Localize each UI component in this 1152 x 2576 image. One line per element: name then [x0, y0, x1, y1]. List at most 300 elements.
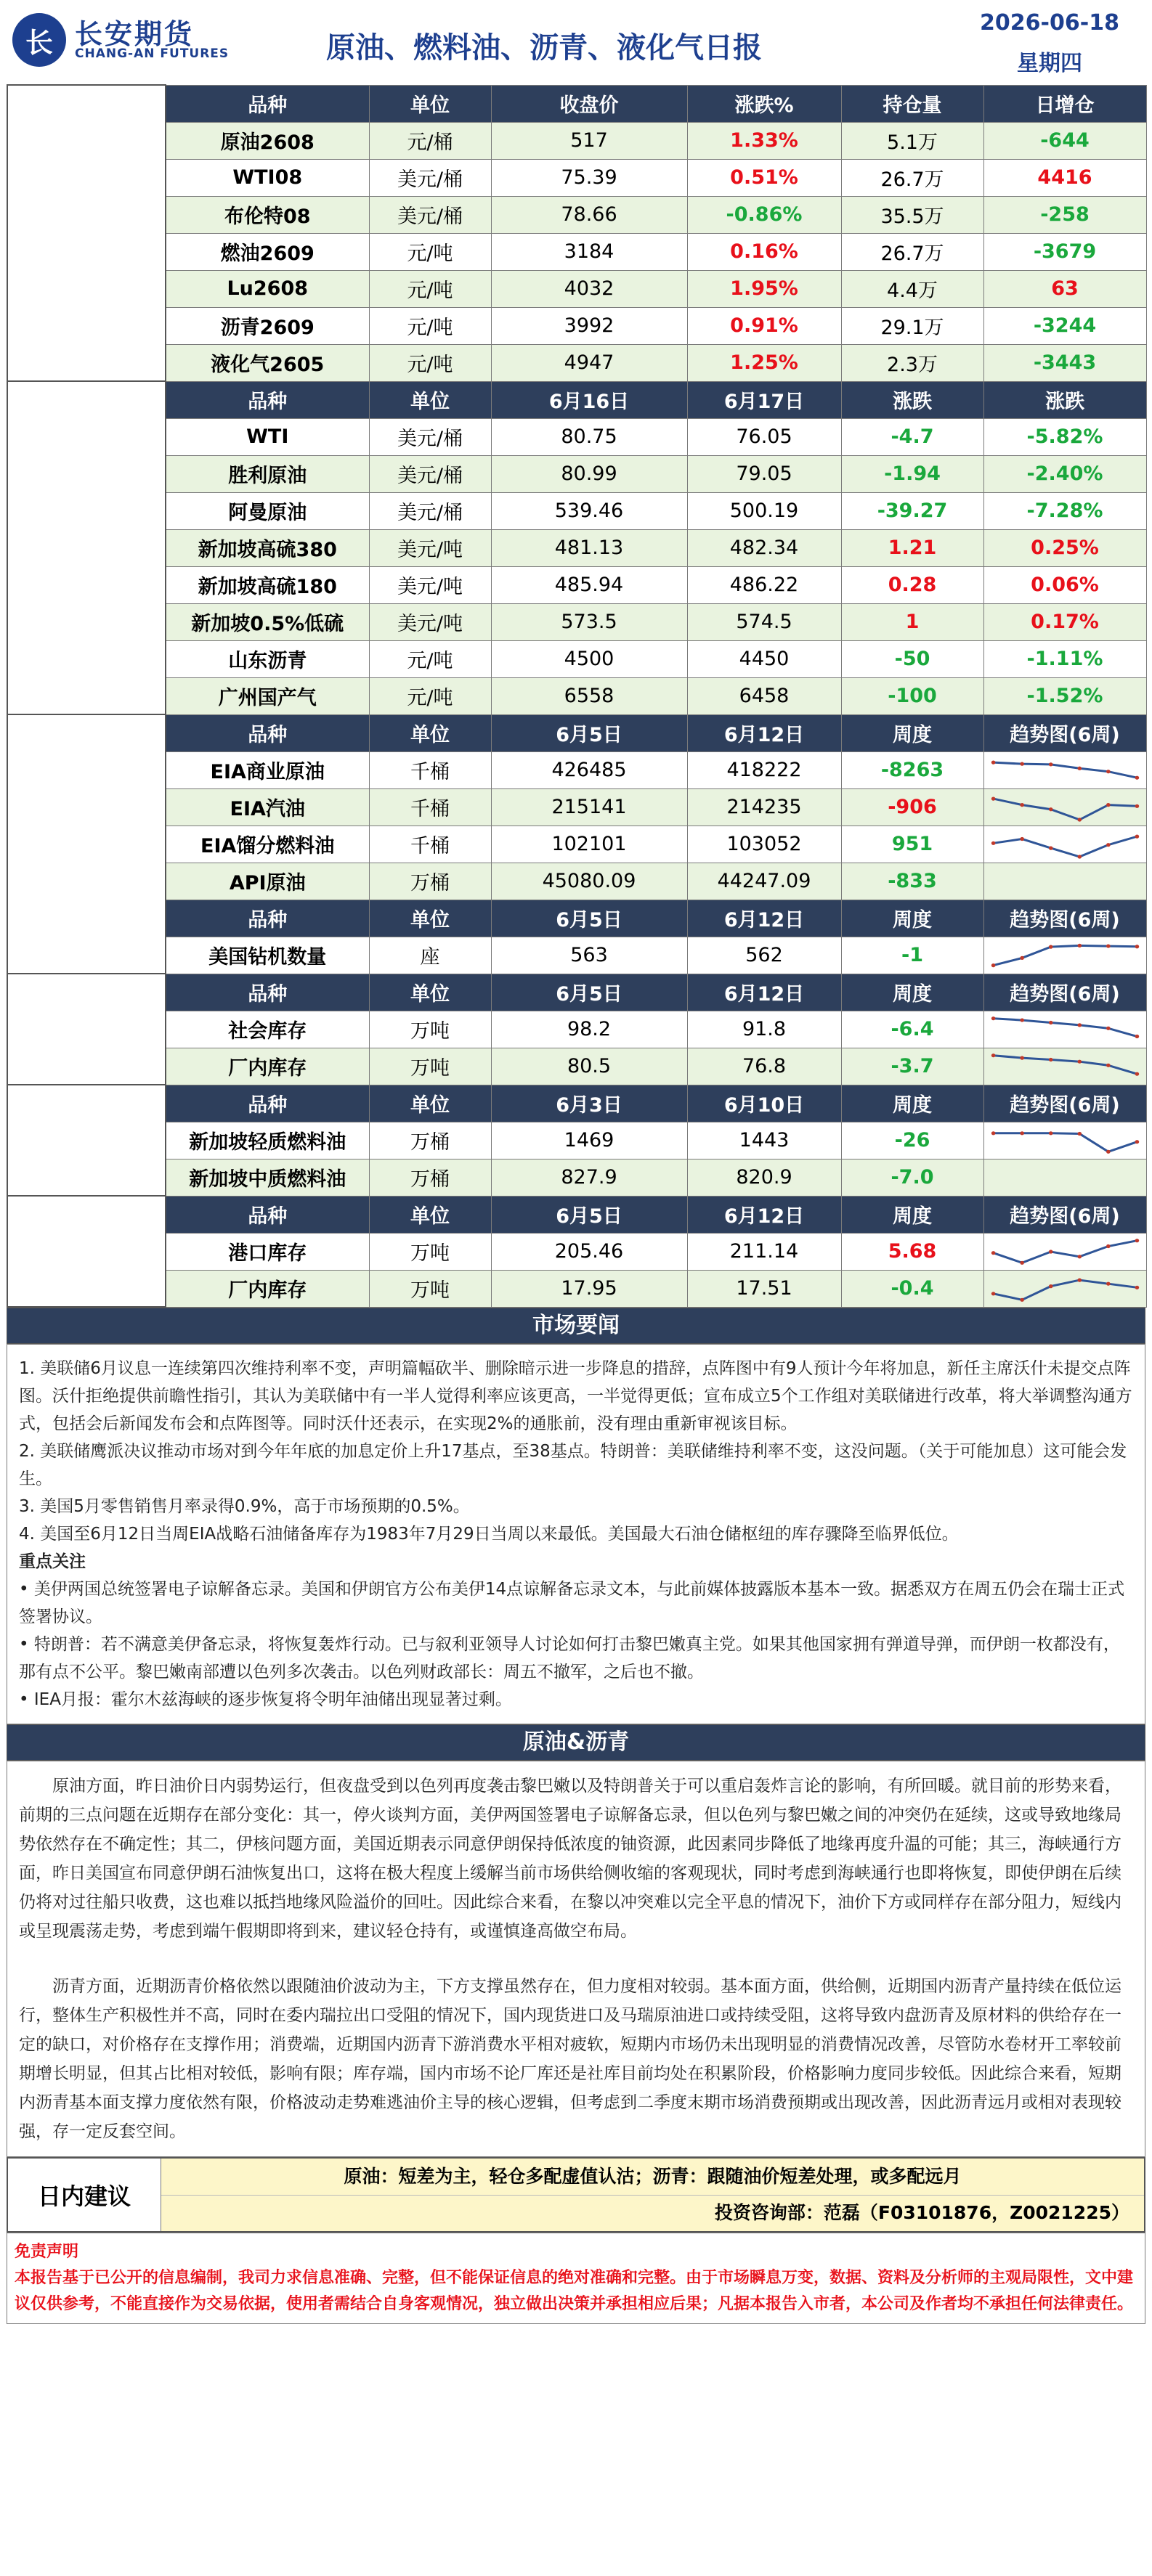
trend-chart-cell — [983, 1122, 1146, 1159]
trend-point — [1077, 855, 1082, 858]
unit: 美元/吨 — [369, 603, 491, 640]
news-item: 1. 美联储6月议息一连续第四次维持利率不变，声明篇幅砍半、删除暗示进一步降息的措辞，点阵图中有9人预计今年将加息，新任主席沃什未提交点阵图。沃什拒绝提供前瞻性指引，其认为美联储中有一半人觉得利率应该更高，一半觉得更低；宣布成立5个工作组对美联储进行改革，将大举调整沟通方式，包括会后新闻发布会和点阵图等。同时沃什还表示，在实现2%的通胀前，没有理由重新审视该目标。 — [19, 1359, 1132, 1433]
price-change-percent: 0.25% — [983, 529, 1146, 566]
price-change: -4.7 — [841, 418, 983, 455]
trend-sparkline — [987, 1273, 1143, 1304]
trend-point — [1106, 770, 1111, 773]
report-title: 原油、燃料油、沥青、液化气日报 — [326, 31, 762, 65]
price-change: -1.94 — [841, 455, 983, 492]
column-header: 单位 — [369, 1085, 491, 1122]
product-name: 广州国产气 — [166, 677, 369, 714]
trend-line — [993, 799, 1137, 820]
trend-point — [1048, 1131, 1052, 1135]
logo-chinese-name: 长安期货 — [75, 18, 195, 50]
weekly-change: -3.7 — [841, 1048, 983, 1085]
trend-chart-cell — [983, 1159, 1146, 1196]
close-price: 517 — [491, 122, 687, 159]
trend-chart-cell — [983, 1048, 1146, 1085]
item-name: 厂内库存 — [166, 1048, 369, 1085]
table-row — [7, 196, 1146, 233]
trend-point — [1135, 834, 1139, 838]
trend-sparkline — [987, 755, 1143, 786]
column-header: 单位 — [369, 1196, 491, 1233]
open-interest: 2.3万 — [841, 344, 983, 381]
change-percent: 0.51% — [687, 159, 841, 196]
value-latest: 562 — [687, 937, 841, 974]
column-header: 涨跌 — [841, 381, 983, 418]
price-change-percent: -2.40% — [983, 455, 1146, 492]
change-percent: 0.16% — [687, 233, 841, 270]
oi-change: -3244 — [983, 307, 1146, 344]
unit: 元/吨 — [369, 640, 491, 677]
trend-line — [993, 762, 1137, 778]
price-day1: 481.13 — [491, 529, 687, 566]
column-header: 品种 — [166, 1085, 369, 1122]
table-row — [7, 1048, 1146, 1085]
trend-line — [993, 945, 1137, 965]
price-day2: 76.05 — [687, 418, 841, 455]
column-header: 品种 — [166, 85, 369, 122]
value-latest: 17.51 — [687, 1270, 841, 1307]
focus-title: 重点关注 — [19, 1552, 86, 1571]
unit: 美元/吨 — [369, 529, 491, 566]
unit: 美元/桶 — [369, 455, 491, 492]
trend-point — [1135, 775, 1139, 779]
advice-body — [161, 2159, 1144, 2231]
trend-point — [1077, 943, 1082, 947]
table-header-row — [7, 381, 1146, 418]
column-header: 单位 — [369, 381, 491, 418]
oi-change: -258 — [983, 196, 1146, 233]
column-header: 6月16日 — [491, 381, 687, 418]
item-name: 社会库存 — [166, 1011, 369, 1048]
trend-point — [1135, 1239, 1139, 1242]
unit: 美元/桶 — [369, 159, 491, 196]
trend-sparkline — [987, 1014, 1143, 1045]
analysis-box — [7, 1761, 1145, 2157]
product-name: 阿曼原油 — [166, 492, 369, 529]
trend-sparkline — [987, 1051, 1143, 1082]
focus-item: • 特朗普：若不满意美伊备忘录，将恢复轰炸行动。已与叙利亚领导人讨论如何打击黎巴嫩真主党。如果其他国家拥有弹道导弹，而伊朗一枚都没有，那有点不公平。黎巴嫩南部遭以色列多次袭击。以色列财政部长：周五不撤军，之后也不撤。 — [19, 1635, 1120, 1682]
table-row — [7, 307, 1146, 344]
value-latest: 1443 — [687, 1122, 841, 1159]
disclaimer-text: 本报告基于已公开的信息编制，我司力求信息准确、完整，但不能保证信息的绝对准确和完整。由于市场瞬息万变，数据、资料及分析师的主观局限性，文中建议仅供参考，不能直接作为交易依据，使用者需结合自身客观情况，独立做出决策并承担相应后果；凡据本报告入市者，本公司及作者均不承担任何法律责任。 — [15, 2269, 1134, 2313]
value-prev: 563 — [491, 937, 687, 974]
table-row — [7, 603, 1146, 640]
table-row — [7, 751, 1146, 788]
intraday-advice — [7, 2157, 1145, 2233]
column-header: 6月12日 — [687, 974, 841, 1011]
value-latest: 91.8 — [687, 1011, 841, 1048]
price-day1: 485.94 — [491, 566, 687, 603]
table-row — [7, 270, 1146, 307]
disclaimer — [7, 2233, 1145, 2324]
trend-sparkline — [987, 940, 1143, 971]
trend-point — [1077, 818, 1082, 821]
table-header-row — [7, 85, 1146, 122]
trend-point — [1048, 1250, 1052, 1253]
trend-point — [1135, 804, 1139, 807]
trend-line — [993, 836, 1137, 857]
weekly-change: 951 — [841, 826, 983, 863]
price-day2: 482.34 — [687, 529, 841, 566]
table-row — [7, 1122, 1146, 1159]
table-row — [7, 677, 1146, 714]
table-header-row — [7, 974, 1146, 1011]
table-row — [7, 455, 1146, 492]
table-row — [7, 418, 1146, 455]
company-logo — [12, 9, 230, 73]
trend-point — [1077, 1278, 1082, 1281]
contract-name: 燃油2609 — [166, 233, 369, 270]
trend-point — [1048, 1284, 1052, 1288]
price-day2: 486.22 — [687, 566, 841, 603]
analysis-section-title: 原油&沥青 — [7, 1724, 1145, 1761]
trend-sparkline — [987, 1125, 1143, 1156]
unit: 万桶 — [369, 863, 491, 900]
trend-point — [1020, 1297, 1024, 1301]
weekly-change: -8263 — [841, 751, 983, 788]
report-header — [7, 0, 1145, 84]
value-prev: 102101 — [491, 826, 687, 863]
unit: 千桶 — [369, 751, 491, 788]
price-change-percent: -7.28% — [983, 492, 1146, 529]
focus-item: • 美伊两国总统签署电子谅解备忘录。美国和伊朗官方公布美伊14点谅解备忘录文本，与此前媒体披露版本基本一致。据悉双方在周五仍会在瑞士正式签署协议。 — [19, 1580, 1125, 1626]
disclaimer-title: 免责声明 — [15, 2243, 79, 2261]
column-header: 6月5日 — [491, 974, 687, 1011]
trend-point — [1020, 1260, 1024, 1264]
value-latest: 418222 — [687, 751, 841, 788]
value-latest: 211.14 — [687, 1233, 841, 1270]
column-header: 日增仓 — [983, 85, 1146, 122]
open-interest: 35.5万 — [841, 196, 983, 233]
table-row — [7, 529, 1146, 566]
table-row — [7, 640, 1146, 677]
column-header: 品种 — [166, 1196, 369, 1233]
value-prev: 215141 — [491, 788, 687, 826]
product-name: 胜利原油 — [166, 455, 369, 492]
table-row — [7, 1233, 1146, 1270]
trend-point — [1135, 945, 1139, 948]
item-name: 美国钻机数量 — [166, 937, 369, 974]
value-latest: 76.8 — [687, 1048, 841, 1085]
trend-point — [1020, 803, 1024, 807]
trend-chart-cell — [983, 1233, 1146, 1270]
price-change: 1.21 — [841, 529, 983, 566]
table-row — [7, 826, 1146, 863]
news-section-title: 市场要闻 — [7, 1308, 1145, 1344]
contract-name: 布伦特08 — [166, 196, 369, 233]
table-row — [7, 344, 1146, 381]
item-name: EIA汽油 — [166, 788, 369, 826]
unit: 元/桶 — [369, 122, 491, 159]
table-header-row — [7, 714, 1146, 751]
price-day1: 573.5 — [491, 603, 687, 640]
table-row — [7, 788, 1146, 826]
price-change-percent: -1.11% — [983, 640, 1146, 677]
product-name: 新加坡高硫180 — [166, 566, 369, 603]
value-prev: 827.9 — [491, 1159, 687, 1196]
value-latest: 214235 — [687, 788, 841, 826]
trend-chart-cell — [983, 1270, 1146, 1307]
open-interest: 29.1万 — [841, 307, 983, 344]
value-latest: 820.9 — [687, 1159, 841, 1196]
unit: 万吨 — [369, 1233, 491, 1270]
trend-point — [991, 796, 995, 800]
advice-text: 原油：短差为主，轻仓多配虚值认沽；沥青：跟随油价短差处理，或多配远月 — [161, 2159, 1144, 2196]
unit: 万桶 — [369, 1122, 491, 1159]
close-price: 78.66 — [491, 196, 687, 233]
change-percent: -0.86% — [687, 196, 841, 233]
trend-point — [991, 963, 995, 967]
unit: 元/吨 — [369, 233, 491, 270]
table-row — [7, 1011, 1146, 1048]
trend-chart-cell — [983, 751, 1146, 788]
contract-name: 沥青2609 — [166, 307, 369, 344]
price-change: 0.28 — [841, 566, 983, 603]
item-name: EIA馏分燃料油 — [166, 826, 369, 863]
trend-line — [993, 1133, 1137, 1152]
table-row — [7, 566, 1146, 603]
unit: 美元/桶 — [369, 492, 491, 529]
item-name: 新加坡轻质燃料油 — [166, 1122, 369, 1159]
trend-sparkline — [987, 829, 1143, 860]
contract-name: 液化气2605 — [166, 344, 369, 381]
close-price: 75.39 — [491, 159, 687, 196]
weekly-change: 5.68 — [841, 1233, 983, 1270]
trend-point — [1020, 762, 1024, 765]
weekly-change: -6.4 — [841, 1011, 983, 1048]
unit: 元/吨 — [369, 677, 491, 714]
column-header: 品种 — [166, 381, 369, 418]
contract-name: Lu2608 — [166, 270, 369, 307]
column-header: 6月10日 — [687, 1085, 841, 1122]
table-header-row — [7, 1085, 1146, 1122]
trend-chart-cell — [983, 1011, 1146, 1048]
oi-change: 4416 — [983, 159, 1146, 196]
column-header: 周度 — [841, 974, 983, 1011]
news-item: 4. 美国至6月12日当周EIA战略石油储备库存为1983年7月29日当周以来最低。美国最大石油仓储枢纽的库存骤降至临界低位。 — [19, 1525, 959, 1544]
price-change: -50 — [841, 640, 983, 677]
open-interest: 4.4万 — [841, 270, 983, 307]
column-header: 周度 — [841, 1085, 983, 1122]
value-prev: 205.46 — [491, 1233, 687, 1270]
trend-point — [1106, 1244, 1111, 1247]
product-name: 山东沥青 — [166, 640, 369, 677]
trend-point — [1077, 1023, 1082, 1027]
trend-line — [993, 1240, 1137, 1263]
trend-point — [1106, 1063, 1111, 1067]
value-prev: 17.95 — [491, 1270, 687, 1307]
column-header: 6月5日 — [491, 1196, 687, 1233]
unit: 美元/桶 — [369, 418, 491, 455]
trend-point — [1048, 807, 1052, 811]
column-header: 趋势图(6周) — [983, 714, 1146, 751]
trend-point — [1020, 1018, 1024, 1022]
logo-english-name: CHANG-AN FUTURES — [75, 46, 230, 61]
trend-point — [1020, 1056, 1024, 1059]
trend-point — [1020, 955, 1024, 959]
item-name: 厂内库存 — [166, 1270, 369, 1307]
trend-sparkline — [987, 792, 1143, 823]
weekly-change: -7.0 — [841, 1159, 983, 1196]
oi-change: 63 — [983, 270, 1146, 307]
trend-point — [1077, 1059, 1082, 1063]
value-prev: 426485 — [491, 751, 687, 788]
table-row — [7, 937, 1146, 974]
weekly-change: -833 — [841, 863, 983, 900]
unit: 元/吨 — [369, 307, 491, 344]
column-header: 周度 — [841, 900, 983, 937]
value-prev: 98.2 — [491, 1011, 687, 1048]
trend-line — [993, 1055, 1137, 1074]
item-name: EIA商业原油 — [166, 751, 369, 788]
unit: 美元/桶 — [369, 196, 491, 233]
unit: 万桶 — [369, 1159, 491, 1196]
column-header: 单位 — [369, 85, 491, 122]
logo-emblem-icon: 长 — [12, 13, 66, 67]
unit: 元/吨 — [369, 344, 491, 381]
trend-point — [1048, 762, 1052, 766]
column-header: 品种 — [166, 974, 369, 1011]
oi-change: -3443 — [983, 344, 1146, 381]
focus-item: • IEA月报：霍尔木兹海峡的逐步恢复将令明年油储出现显著过剩。 — [19, 1690, 512, 1709]
news-item: 2. 美联储鹰派决议推动市场对到今年年底的加息定价上升17基点，至38基点。特朗普：美联储维持利率不变，这没问题。（关于可能加息）这可能会发生。 — [19, 1442, 1127, 1488]
trend-line — [993, 1018, 1137, 1036]
price-day1: 539.46 — [491, 492, 687, 529]
trend-point — [1020, 1131, 1024, 1135]
trend-chart-cell — [983, 788, 1146, 826]
open-interest: 26.7万 — [841, 233, 983, 270]
column-header: 周度 — [841, 1196, 983, 1233]
value-prev: 1469 — [491, 1122, 687, 1159]
oi-change: -3679 — [983, 233, 1146, 270]
column-header: 单位 — [369, 714, 491, 751]
trend-point — [1048, 1020, 1052, 1024]
analysis-asphalt-paragraph: 沥青方面，近期沥青价格依然以跟随油价波动为主，下方支撑虽然存在，但力度相对较弱。基本面方面，供给侧，近期国内沥青产量持续在低位运行，整体生产积极性并不高，同时在委内瑞拉出口受阻的情况下，国内现货进口及马瑞原油进口或持续受阻，这将导致内盘沥青及原材料的供给存在一定的缺口，对价格存在支撑作用；消费端，近期国内沥青下游消费水平相对疲软，短期内市场仍未出现明显的消费情况改善，尽管防水卷材开工率较前期增长明显，但其占比相对较低，影响有限；库存端，国内市场不论厂库还是社库目前均处在积累阶段，价格影响力度同步较低。因此综合来看，短期内沥青基本面支撑力度依然有限，价格波动走势难逃油价主导的核心逻辑，但考虑到二季度末期市场消费预期或出现改善，因此沥青远月或相对表现较强，存一定反套空间。 — [19, 1977, 1121, 2141]
column-header: 6月12日 — [687, 900, 841, 937]
price-day1: 80.75 — [491, 418, 687, 455]
section-label-spot: 现货价格 — [7, 381, 166, 714]
trend-chart-cell — [983, 937, 1146, 974]
price-change: -39.27 — [841, 492, 983, 529]
column-header: 单位 — [369, 974, 491, 1011]
table-row — [7, 233, 1146, 270]
report-date: 2026-06-18 — [980, 10, 1119, 36]
table-row — [7, 159, 1146, 196]
report-page — [7, 0, 1145, 2324]
trend-point — [1135, 1072, 1139, 1075]
table-row — [7, 492, 1146, 529]
trend-point — [1048, 945, 1052, 948]
column-header: 6月5日 — [491, 900, 687, 937]
column-header: 6月12日 — [687, 714, 841, 751]
unit: 美元/吨 — [369, 566, 491, 603]
trend-point — [1048, 846, 1052, 849]
trend-point — [1048, 1057, 1052, 1061]
price-day2: 79.05 — [687, 455, 841, 492]
contract-name: 原油2608 — [166, 122, 369, 159]
weekly-change: -26 — [841, 1122, 983, 1159]
trend-point — [1135, 1285, 1139, 1289]
trend-point — [991, 1251, 995, 1255]
price-day1: 80.99 — [491, 455, 687, 492]
unit: 千桶 — [369, 788, 491, 826]
trend-point — [1020, 836, 1024, 840]
open-interest: 26.7万 — [841, 159, 983, 196]
news-item: 3. 美国5月零售销售月率录得0.9%，高于市场预期的0.5%。 — [19, 1497, 470, 1516]
weekly-change: -1 — [841, 937, 983, 974]
item-name: 港口库存 — [166, 1233, 369, 1270]
report-weekday: 星期四 — [1017, 51, 1082, 76]
weekly-change: -0.4 — [841, 1270, 983, 1307]
price-change-percent: 0.06% — [983, 566, 1146, 603]
column-header: 收盘价 — [491, 85, 687, 122]
price-day2: 6458 — [687, 677, 841, 714]
column-header: 持仓量 — [841, 85, 983, 122]
close-price: 3184 — [491, 233, 687, 270]
price-day2: 500.19 — [687, 492, 841, 529]
trend-point — [1106, 1149, 1111, 1153]
table-row — [7, 1159, 1146, 1196]
unit: 千桶 — [369, 826, 491, 863]
section-label-lpg_inv: 液化气库存 — [7, 1196, 166, 1307]
close-price: 4032 — [491, 270, 687, 307]
value-latest: 44247.09 — [687, 863, 841, 900]
table-header-row — [7, 900, 1146, 937]
unit: 万吨 — [369, 1270, 491, 1307]
price-day1: 4500 — [491, 640, 687, 677]
trend-line — [993, 1280, 1137, 1300]
price-change: -100 — [841, 677, 983, 714]
unit: 万吨 — [369, 1048, 491, 1085]
open-interest: 5.1万 — [841, 122, 983, 159]
column-header: 趋势图(6周) — [983, 900, 1146, 937]
trend-point — [1106, 803, 1111, 807]
change-percent: 1.25% — [687, 344, 841, 381]
unit: 万吨 — [369, 1011, 491, 1048]
advice-consultant: 投资咨询部：范磊（F03101876，Z0021225） — [714, 2202, 1129, 2223]
table-row — [7, 863, 1146, 900]
column-header: 品种 — [166, 714, 369, 751]
unit: 座 — [369, 937, 491, 974]
item-name: 新加坡中质燃料油 — [166, 1159, 369, 1196]
value-prev: 80.5 — [491, 1048, 687, 1085]
section-label-crude_inv: 原油库存 — [7, 714, 166, 974]
price-change-percent: -1.52% — [983, 677, 1146, 714]
data-tables — [7, 84, 1147, 1308]
trend-point — [1106, 1026, 1111, 1030]
trend-point — [991, 1131, 995, 1135]
column-header: 6月12日 — [687, 1196, 841, 1233]
section-label-asphalt_inv: 沥青库存 — [7, 974, 166, 1085]
column-header: 周度 — [841, 714, 983, 751]
trend-chart-cell — [983, 826, 1146, 863]
section-label-fuel_inv: 燃料油库存 — [7, 1085, 166, 1196]
column-header: 6月3日 — [491, 1085, 687, 1122]
analysis-crude-paragraph: 原油方面，昨日油价日内弱势运行，但夜盘受到以色列再度袭击黎巴嫩以及特朗普关于可以重启轰炸言论的影响，有所回暖。就目前的形势来看，前期的三点问题在近期存在部分变化：其一，停火谈判方面，美伊两国签署电子谅解备忘录，但以色列与黎巴嫩之间的冲突仍在延续，这或导致地缘局势依然存在不确定性；其二，伊核问题方面，美国近期表示同意伊朗保持低浓度的铀资源，此因素同步降低了地缘再度升温的可能；其三，海峡通行方面，昨日美国宣布同意伊朗石油恢复出口，这将在极大程度上缓解当前市场供给侧收缩的客观现状，同时考虑到海峡通行也即将恢复，即使伊朗在后续仍将对过往船只收费，这也难以抵挡地缘风险溢价的回吐。因此综合来看，在黎以冲突难以完全平息的情况下，油价下方或同样存在部分阻力，短线内或呈现震荡走势，考虑到端午假期即将到来，建议轻仓持有，或谨慎逢高做空布局。 — [19, 1777, 1121, 1941]
trend-point — [991, 1292, 995, 1295]
price-day2: 574.5 — [687, 603, 841, 640]
trend-point — [1135, 1140, 1139, 1144]
product-name: 新加坡0.5%低硫 — [166, 603, 369, 640]
price-change: 1 — [841, 603, 983, 640]
item-name: API原油 — [166, 863, 369, 900]
advice-label: 日内建议 — [8, 2159, 161, 2231]
price-change-percent: -5.82% — [983, 418, 1146, 455]
news-box — [7, 1344, 1145, 1724]
oi-change: -644 — [983, 122, 1146, 159]
